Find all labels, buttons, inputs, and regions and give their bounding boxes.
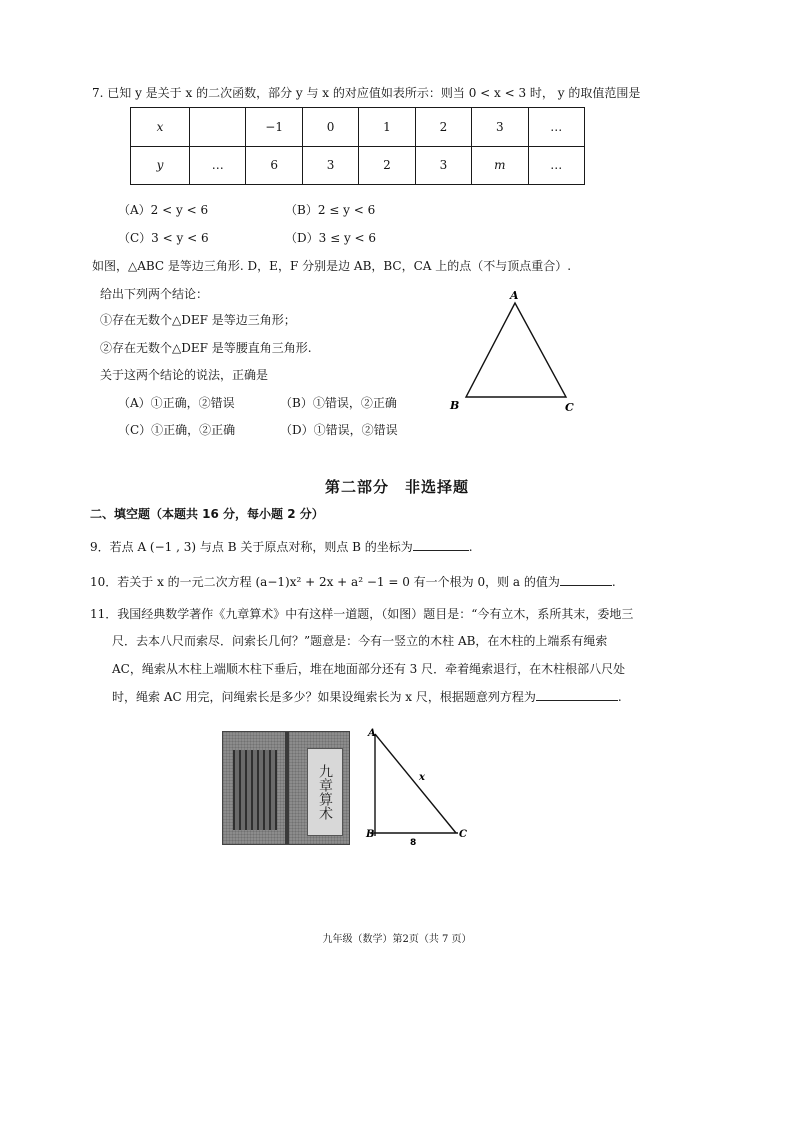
q8-option-b: （B）①错误，②正确 bbox=[280, 396, 397, 410]
table-cell: 3 bbox=[302, 146, 358, 185]
table-cell: 2 bbox=[359, 146, 415, 185]
table-cell: 0 bbox=[302, 108, 358, 147]
q7-option-d: （D）3 ≤ y < 6 bbox=[285, 231, 377, 245]
q7-option-c: （C）3 < y < 6 bbox=[118, 231, 209, 245]
q8-stem: 如图，△ABC 是等边三角形. D，E，F 分别是边 AB，BC，CA 上的点（不与顶点重合）. bbox=[92, 259, 572, 273]
vertex-label-a: A bbox=[368, 728, 376, 739]
q10-answer-blank bbox=[560, 573, 612, 586]
triangle-abc bbox=[466, 303, 566, 397]
q11-line-4-text: 时，绳索 AC 用完，问绳索长是多少？如果设绳索长为 x 尺，根据题意列方程为 bbox=[112, 690, 536, 704]
q9-end: . bbox=[468, 540, 473, 554]
q7-option-b: （B）2 ≤ y < 6 bbox=[285, 203, 376, 217]
q7-stem: 7. 已知 y 是关于 x 的二次函数，部分 y 与 x 的对应值如表所示：则当 0 < x < 3 时， y 的取值范围是 bbox=[92, 86, 641, 100]
page-footer: 九年级（数学）第2页（共 7 页） bbox=[322, 934, 472, 945]
table-cell: … bbox=[528, 108, 584, 147]
book-spine bbox=[285, 732, 289, 844]
q8-option-c: （C）①正确，②正确 bbox=[118, 423, 236, 437]
q8-conclusion-1: ①存在无数个△DEF 是等边三角形； bbox=[100, 313, 296, 327]
table-row bbox=[131, 146, 585, 185]
q11-answer-blank bbox=[536, 688, 618, 701]
q7-value-table bbox=[130, 107, 585, 185]
q8-option-a: （A）①正确，②错误 bbox=[118, 396, 235, 410]
q9 bbox=[90, 538, 473, 555]
table-cell: … bbox=[190, 146, 246, 185]
vertex-label-a: A bbox=[510, 289, 519, 302]
vertex-label-b: B bbox=[450, 399, 460, 412]
book-title-label: 九章算术 bbox=[307, 748, 343, 836]
base-length-label: 8 bbox=[410, 838, 417, 848]
rope-ac bbox=[375, 734, 456, 833]
q10-text: 10．若关于 x 的一元二次方程 (a−1)x² + 2x + a² −1 = 0 有一个根为 0，则 a 的值为 bbox=[90, 575, 560, 589]
nine-chapters-book-photo bbox=[222, 731, 350, 845]
q11-end: . bbox=[617, 690, 622, 704]
vertex-label-c: C bbox=[565, 401, 574, 414]
table-cell: x bbox=[131, 108, 190, 147]
q10 bbox=[90, 573, 616, 590]
q7-option-a: （A）2 < y < 6 bbox=[118, 203, 209, 217]
table-cell: 6 bbox=[246, 146, 302, 185]
table-cell: 3 bbox=[472, 108, 528, 147]
q8-option-d: （D）①错误，②错误 bbox=[280, 423, 398, 437]
right-triangle-figure bbox=[360, 724, 480, 852]
table-cell: −1 bbox=[246, 108, 302, 147]
part-two-heading: 第二部分 非选择题 bbox=[324, 478, 469, 496]
q8-question: 关于这两个结论的说法，正确是 bbox=[100, 368, 269, 382]
table-row bbox=[131, 108, 585, 147]
table-cell: 1 bbox=[359, 108, 415, 147]
q11-line-4 bbox=[112, 688, 622, 705]
q11-line-2: 尺．去本八尺而索尽．问索长几何？”题意是：今有一竖立的木柱 AB，在木柱的上端系有绳索 bbox=[112, 634, 608, 648]
table-cell: m bbox=[472, 146, 528, 185]
table-cell bbox=[190, 108, 246, 147]
vertex-label-b: B bbox=[366, 829, 375, 840]
q8-conclusion-2: ②存在无数个△DEF 是等腰直角三角形. bbox=[100, 341, 312, 355]
q11-line-3: AC，绳索从木柱上端顺木柱下垂后，堆在地面部分还有 3 尺．牵着绳索退行，在木柱根部八尺处 bbox=[112, 662, 626, 676]
q10-end: . bbox=[611, 575, 616, 589]
q9-text: 9．若点 A (−1 , 3) 与点 B 关于原点对称，则点 B 的坐标为 bbox=[90, 540, 413, 554]
q9-answer-blank bbox=[413, 538, 469, 551]
table-cell: … bbox=[528, 146, 584, 185]
q8-intro: 给出下列两个结论： bbox=[100, 287, 209, 301]
section-fill-in-heading: 二、填空题（本题共 16 分，每小题 2 分） bbox=[90, 507, 324, 521]
book-left-cover bbox=[233, 750, 277, 830]
equilateral-triangle-figure bbox=[440, 285, 590, 415]
table-cell: 3 bbox=[415, 146, 471, 185]
q11-line-1: 11．我国经典数学著作《九章算术》中有这样一道题，（如图）题目是：“今有立木，系所其末，委地三 bbox=[90, 607, 634, 621]
vertex-label-c: C bbox=[459, 829, 467, 840]
hypotenuse-label-x: x bbox=[419, 772, 425, 783]
table-cell: y bbox=[131, 146, 190, 185]
table-cell: 2 bbox=[415, 108, 471, 147]
